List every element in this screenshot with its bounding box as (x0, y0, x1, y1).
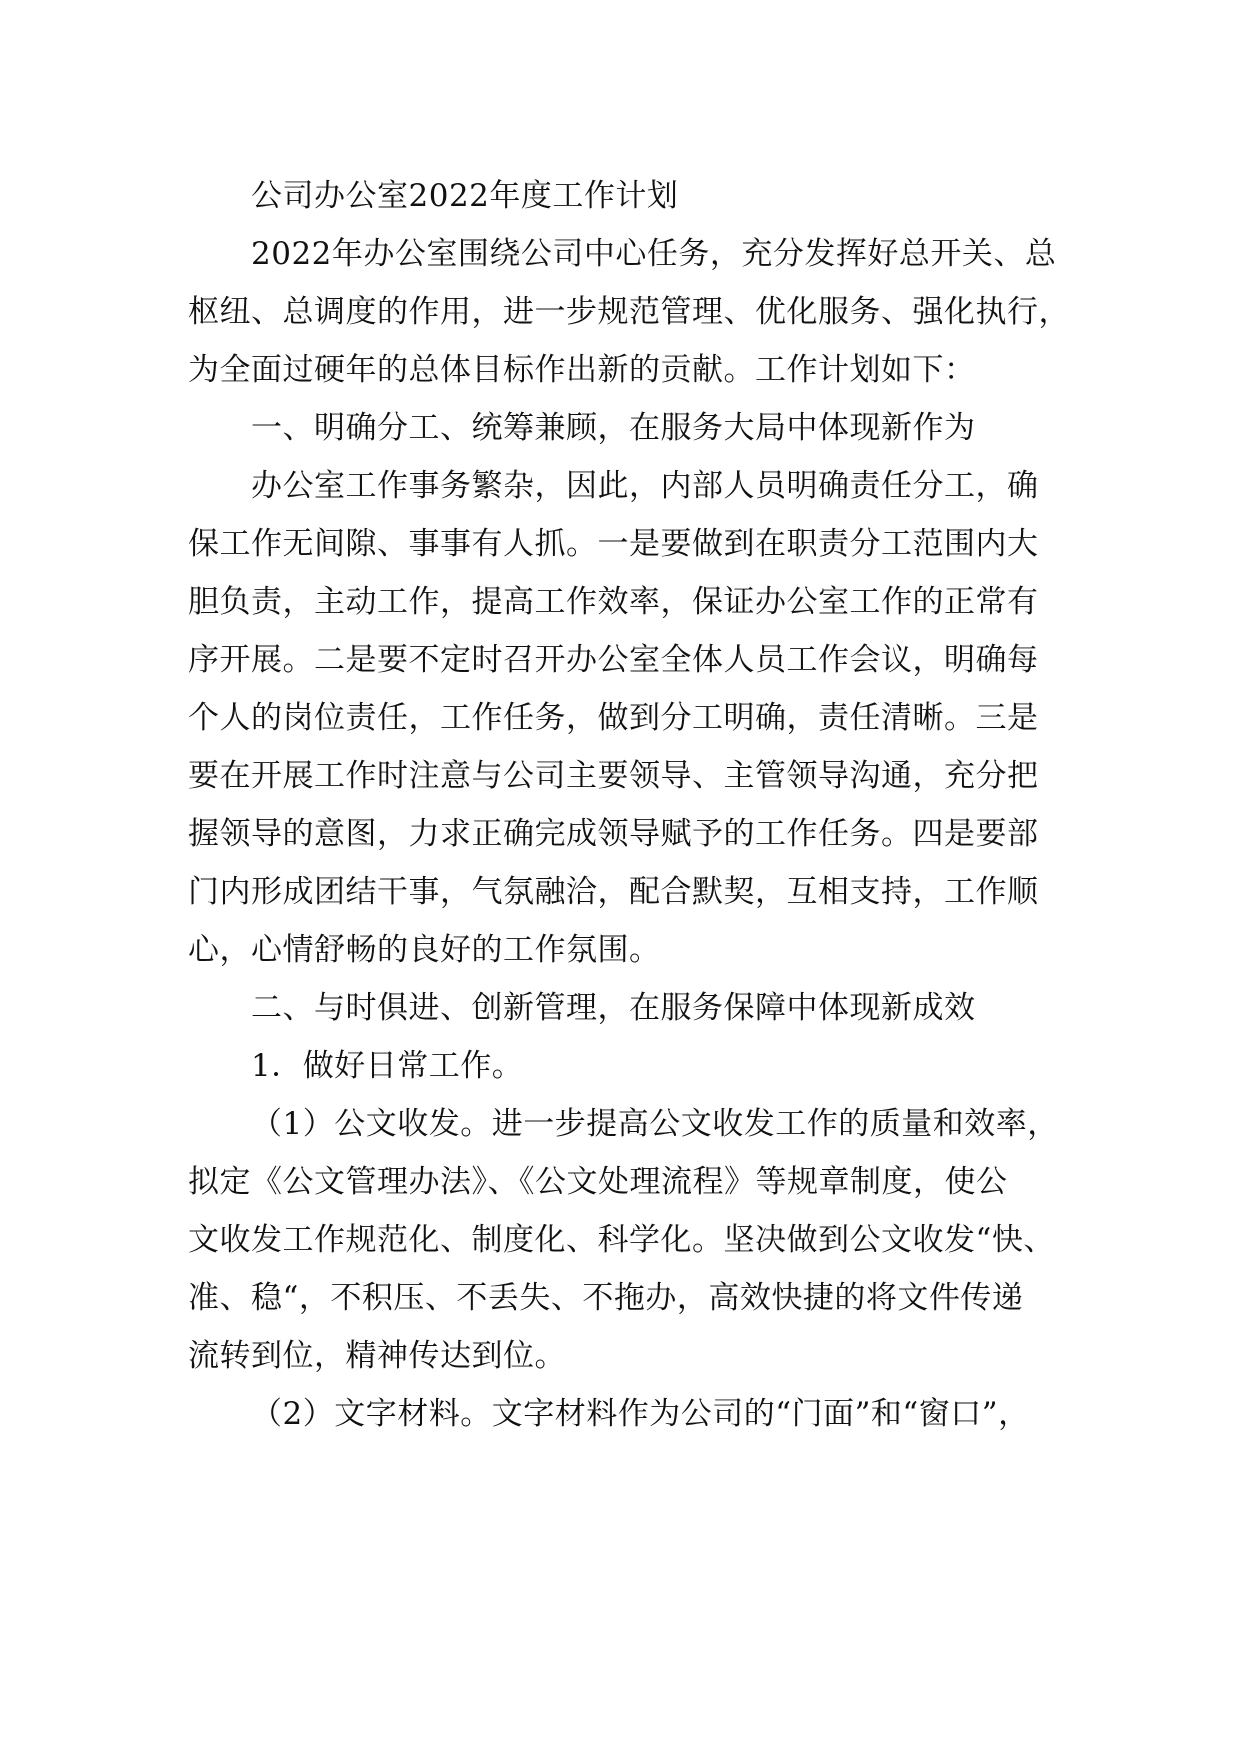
paragraph-line: 2022年办公室围绕公司中心任务，充分发挥好总开关、总 (251, 236, 1057, 272)
paragraph-line: 门内形成团结干事，气氛融洽，配合默契，互相支持，工作顺 (188, 874, 1039, 910)
paragraph-line: 为全面过硬年的总体目标作出新的贡献。工作计划如下： (188, 352, 976, 388)
paragraph-line: 胆负责，主动工作，提高工作效率，保证办公室工作的正常有 (188, 584, 1039, 620)
paragraph-line: 序开展。二是要不定时召开办公室全体人员工作会议，明确每 (188, 642, 1039, 678)
paragraph-line: 心，心情舒畅的良好的工作氛围。 (188, 932, 661, 968)
paragraph-line: 文收发工作规范化、制度化、科学化。坚决做到公文收发“快、 (188, 1222, 1055, 1258)
subsection-heading: 1．做好日常工作。 (251, 1048, 524, 1084)
document-title: 公司办公室2022年度工作计划 (251, 178, 679, 214)
paragraph-line: 准、稳“，不积压、不丢失、不拖办，高效快捷的将文件传递 (188, 1280, 1024, 1316)
paragraph-line: 个人的岗位责任，工作任务，做到分工明确，责任清晰。三是 (188, 700, 1039, 736)
paragraph-line: 流转到位，精神传达到位。 (188, 1338, 566, 1374)
paragraph-line: 枢纽、总调度的作用，进一步规范管理、优化服务、强化执行， (188, 294, 1070, 330)
paragraph-line: 要在开展工作时注意与公司主要领导、主管领导沟通，充分把 (188, 758, 1039, 794)
paragraph-line: （2）文字材料。文字材料作为公司的“门面”和“窗口”， (251, 1396, 1030, 1432)
section-heading: 二、与时俱进、创新管理，在服务保障中体现新成效 (251, 990, 976, 1026)
paragraph-line: （1）公文收发。进一步提高公文收发工作的质量和效率， (251, 1106, 1059, 1142)
paragraph-line: 办公室工作事务繁杂，因此，内部人员明确责任分工，确 (251, 468, 1039, 504)
paragraph-line: 拟定《公文管理办法》、《公文处理流程》等规章制度，使公 (188, 1164, 1008, 1200)
paragraph-line: 握领导的意图，力求正确完成领导赋予的工作任务。四是要部 (188, 816, 1039, 852)
section-heading: 一、明确分工、统筹兼顾，在服务大局中体现新作为 (251, 410, 976, 446)
paragraph-line: 保工作无间隙、事事有人抓。一是要做到在职责分工范围内大 (188, 526, 1039, 562)
